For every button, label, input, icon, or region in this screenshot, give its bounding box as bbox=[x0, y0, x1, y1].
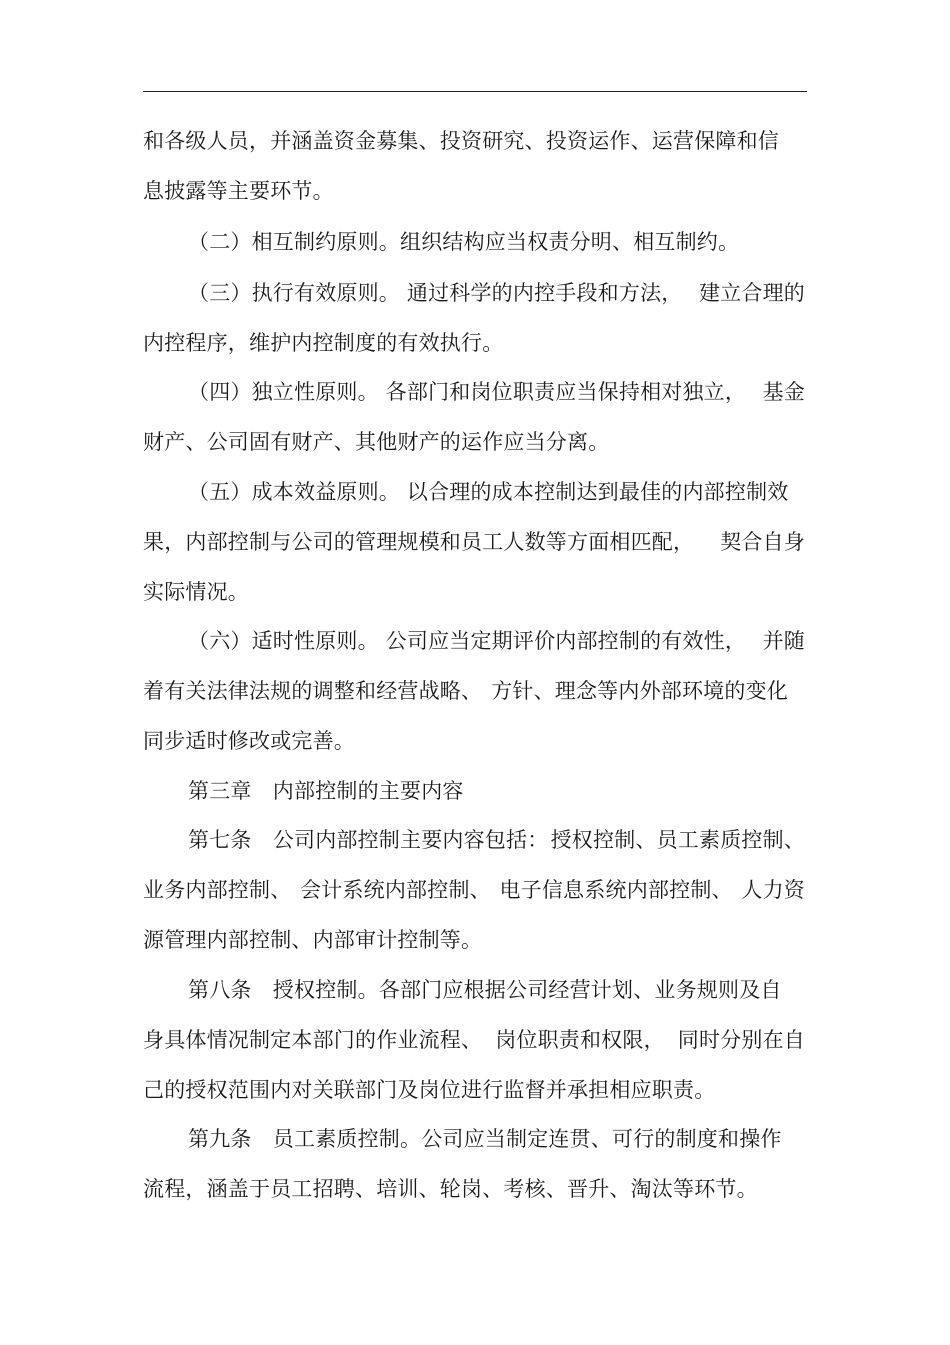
text-segment: 授权控制、员工素质控制、 bbox=[550, 828, 805, 852]
text-segment: （三）执行有效原则。 通过科学的内控手段和方法， bbox=[188, 281, 683, 305]
text-segment: （四）独立性原则。 各部门和岗位职责应当保持相对独立， bbox=[188, 380, 747, 404]
text-line: 息披露等主要环节。 bbox=[143, 179, 334, 203]
text-line: 源管理内部控制、内部审计控制等。 bbox=[143, 928, 483, 952]
text-line: 内控程序，维护内控制度的有效执行。 bbox=[143, 331, 504, 355]
text-line: 同步适时修改或完善。 bbox=[143, 729, 355, 753]
text-line bbox=[143, 877, 805, 903]
text-line bbox=[188, 827, 805, 853]
text-line: 和各级人员，并涵盖资金募集、投资研究、投资运作、运营保障和信 bbox=[143, 129, 779, 153]
text-segment: 基金 bbox=[762, 380, 805, 404]
text-line bbox=[188, 379, 805, 405]
text-segment: 并随 bbox=[762, 629, 805, 653]
text-segment: 业务内部控制、 bbox=[143, 878, 292, 902]
text-segment: 人力资 bbox=[741, 878, 805, 902]
text-segment: 契合自身 bbox=[720, 530, 805, 554]
text-line bbox=[188, 280, 805, 306]
text-line: 第九条 员工素质控制。公司应当制定连贯、可行的制度和操作 bbox=[188, 1127, 782, 1151]
text-segment: 岗位职责和权限， bbox=[495, 1028, 665, 1052]
chapter-heading: 第三章 内部控制的主要内容 bbox=[188, 779, 464, 803]
text-line bbox=[143, 1027, 805, 1053]
text-line: （二）相互制约原则。组织结构应当权责分明、相互制约。 bbox=[188, 230, 740, 254]
text-line bbox=[143, 678, 788, 704]
text-segment: 同时分别在自 bbox=[677, 1028, 805, 1052]
text-line: （五）成本效益原则。 以合理的成本控制达到最佳的内部控制效 bbox=[188, 480, 789, 504]
text-segment: 方针、理念等内外部环境的变化 bbox=[491, 679, 788, 703]
text-segment: 身具体情况制定本部门的作业流程、 bbox=[143, 1028, 483, 1052]
text-segment: 着有关法律法规的调整和经营战略、 bbox=[143, 679, 483, 703]
text-line bbox=[143, 529, 805, 555]
text-line: 第八条 授权控制。各部门应根据公司经营计划、业务规则及自 bbox=[188, 978, 782, 1002]
text-segment: 第七条 公司内部控制主要内容包括： bbox=[188, 828, 549, 852]
text-line: 实际情况。 bbox=[143, 580, 249, 604]
text-line: 财产、公司固有财产、其他财产的运作应当分离。 bbox=[143, 430, 610, 454]
text-line bbox=[188, 628, 805, 654]
text-segment: （六）适时性原则。 公司应当定期评价内部控制的有效性， bbox=[188, 629, 747, 653]
text-segment: 会计系统内部控制、 bbox=[300, 878, 491, 902]
text-segment: 建立合理的 bbox=[699, 281, 805, 305]
text-line: 流程，涵盖于员工招聘、培训、轮岗、考核、晋升、淘汰等环节。 bbox=[143, 1177, 758, 1201]
text-segment: 果，内部控制与公司的管理规模和员工人数等方面相匹配， bbox=[143, 530, 695, 554]
text-segment: 电子信息系统内部控制、 bbox=[499, 878, 733, 902]
text-line: 己的授权范围内对关联部门及岗位进行监督并承担相应职责。 bbox=[143, 1078, 716, 1102]
